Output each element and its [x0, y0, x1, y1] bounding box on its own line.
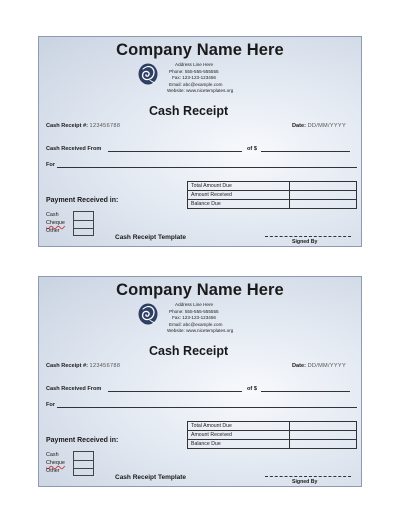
phone-line: Phone: 555-555-555555	[169, 68, 219, 74]
date-field	[292, 363, 346, 369]
receipt-number	[46, 363, 120, 369]
receipt-title: Cash Receipt	[149, 104, 229, 118]
payment-option-other: Other	[46, 468, 60, 475]
of-label: of $	[247, 386, 257, 392]
balance-due-label: Balance Due	[188, 440, 290, 449]
company-name: Company Name Here	[116, 41, 284, 59]
payment-option-cash: Cash	[46, 452, 59, 458]
signature-line[interactable]	[265, 476, 351, 477]
for-label: For	[46, 402, 56, 408]
table-row	[188, 191, 357, 200]
for-line[interactable]	[57, 407, 357, 408]
total-amount-due-value[interactable]	[290, 182, 357, 191]
payment-option-other: Other	[46, 228, 60, 235]
cash-receipt	[38, 276, 362, 487]
total-amount-due-label: Total Amount Due	[188, 422, 290, 431]
amounts-table	[187, 181, 357, 209]
date-field	[292, 123, 346, 129]
payment-option-cheque-label: Cheque	[46, 220, 65, 227]
template-label: Cash Receipt Template	[115, 474, 187, 481]
address-line: Address Line Here	[175, 302, 214, 307]
receipt-number-label: Cash Receipt #:	[46, 363, 88, 369]
receipt-number-value: 123456788	[89, 123, 121, 129]
checkbox-divider	[74, 460, 93, 461]
signed-by-label: Signed By	[292, 479, 318, 485]
rose-logo-icon	[138, 303, 158, 325]
table-row	[188, 182, 357, 191]
checkbox-divider	[74, 220, 93, 221]
contact-info	[165, 62, 233, 95]
template-label: Cash Receipt Template	[115, 234, 187, 241]
payment-received-label: Payment Received in:	[46, 197, 119, 204]
payment-option-cheque	[46, 459, 65, 467]
address-line: Address Line Here	[175, 62, 214, 67]
total-amount-due-value[interactable]	[290, 422, 357, 431]
receipt-number-value: 123456788	[89, 363, 121, 369]
date-label: Date:	[292, 363, 306, 369]
signature-line[interactable]	[265, 236, 351, 237]
balance-due-label: Balance Due	[188, 200, 290, 209]
date-label: Date:	[292, 123, 306, 129]
payment-checkboxes[interactable]	[73, 451, 94, 476]
for-label: For	[46, 162, 56, 168]
table-row	[188, 431, 357, 440]
amount-received-label: Amount Received	[188, 431, 290, 440]
contact-info	[165, 302, 233, 335]
receipt-title: Cash Receipt	[149, 344, 229, 358]
amount-received-label: Amount Received	[188, 191, 290, 200]
payment-options	[46, 211, 65, 236]
email-line: Email: abc@example.com	[169, 321, 223, 327]
payment-options	[46, 451, 65, 476]
payment-option-cash: Cash	[46, 212, 59, 218]
amount-received-value[interactable]	[290, 431, 357, 440]
received-from-label: Cash Received From	[46, 386, 102, 392]
rose-logo-icon	[138, 63, 158, 85]
payment-checkboxes[interactable]	[73, 211, 94, 236]
fax-line: Fax: 123-123-123456	[172, 75, 216, 80]
amount-line[interactable]	[261, 151, 350, 152]
of-label: of $	[247, 146, 257, 152]
balance-due-value[interactable]	[290, 200, 357, 209]
checkbox-divider	[74, 228, 93, 229]
total-amount-due-label: Total Amount Due	[188, 182, 290, 191]
receipt-number	[46, 123, 120, 129]
for-line[interactable]	[57, 167, 357, 168]
company-name: Company Name Here	[116, 281, 284, 299]
received-from-line[interactable]	[108, 151, 242, 152]
balance-due-value[interactable]	[290, 440, 357, 449]
signed-by-label: Signed By	[292, 239, 318, 245]
cash-receipt	[38, 36, 362, 247]
received-from-line[interactable]	[108, 391, 242, 392]
email-line: Email: abc@example.com	[169, 81, 223, 87]
amounts-table	[187, 421, 357, 449]
checkbox-divider	[74, 468, 93, 469]
table-row	[188, 440, 357, 449]
fax-line: Fax: 123-123-123456	[172, 315, 216, 320]
payment-option-cheque	[46, 219, 65, 227]
date-value: DD/MM/YYYY	[307, 123, 346, 129]
phone-line: Phone: 555-555-555555	[169, 308, 219, 314]
website-line: Website: www.nicetemplates.org	[167, 328, 234, 333]
received-from-label: Cash Received From	[46, 146, 102, 152]
amount-received-value[interactable]	[290, 191, 357, 200]
payment-received-label: Payment Received in:	[46, 437, 119, 444]
receipt-number-label: Cash Receipt #:	[46, 123, 88, 129]
amount-line[interactable]	[261, 391, 350, 392]
website-line: Website: www.nicetemplates.org	[167, 88, 234, 93]
table-row	[188, 422, 357, 431]
table-row	[188, 200, 357, 209]
payment-option-cheque-label: Cheque	[46, 460, 65, 467]
date-value: DD/MM/YYYY	[307, 363, 346, 369]
